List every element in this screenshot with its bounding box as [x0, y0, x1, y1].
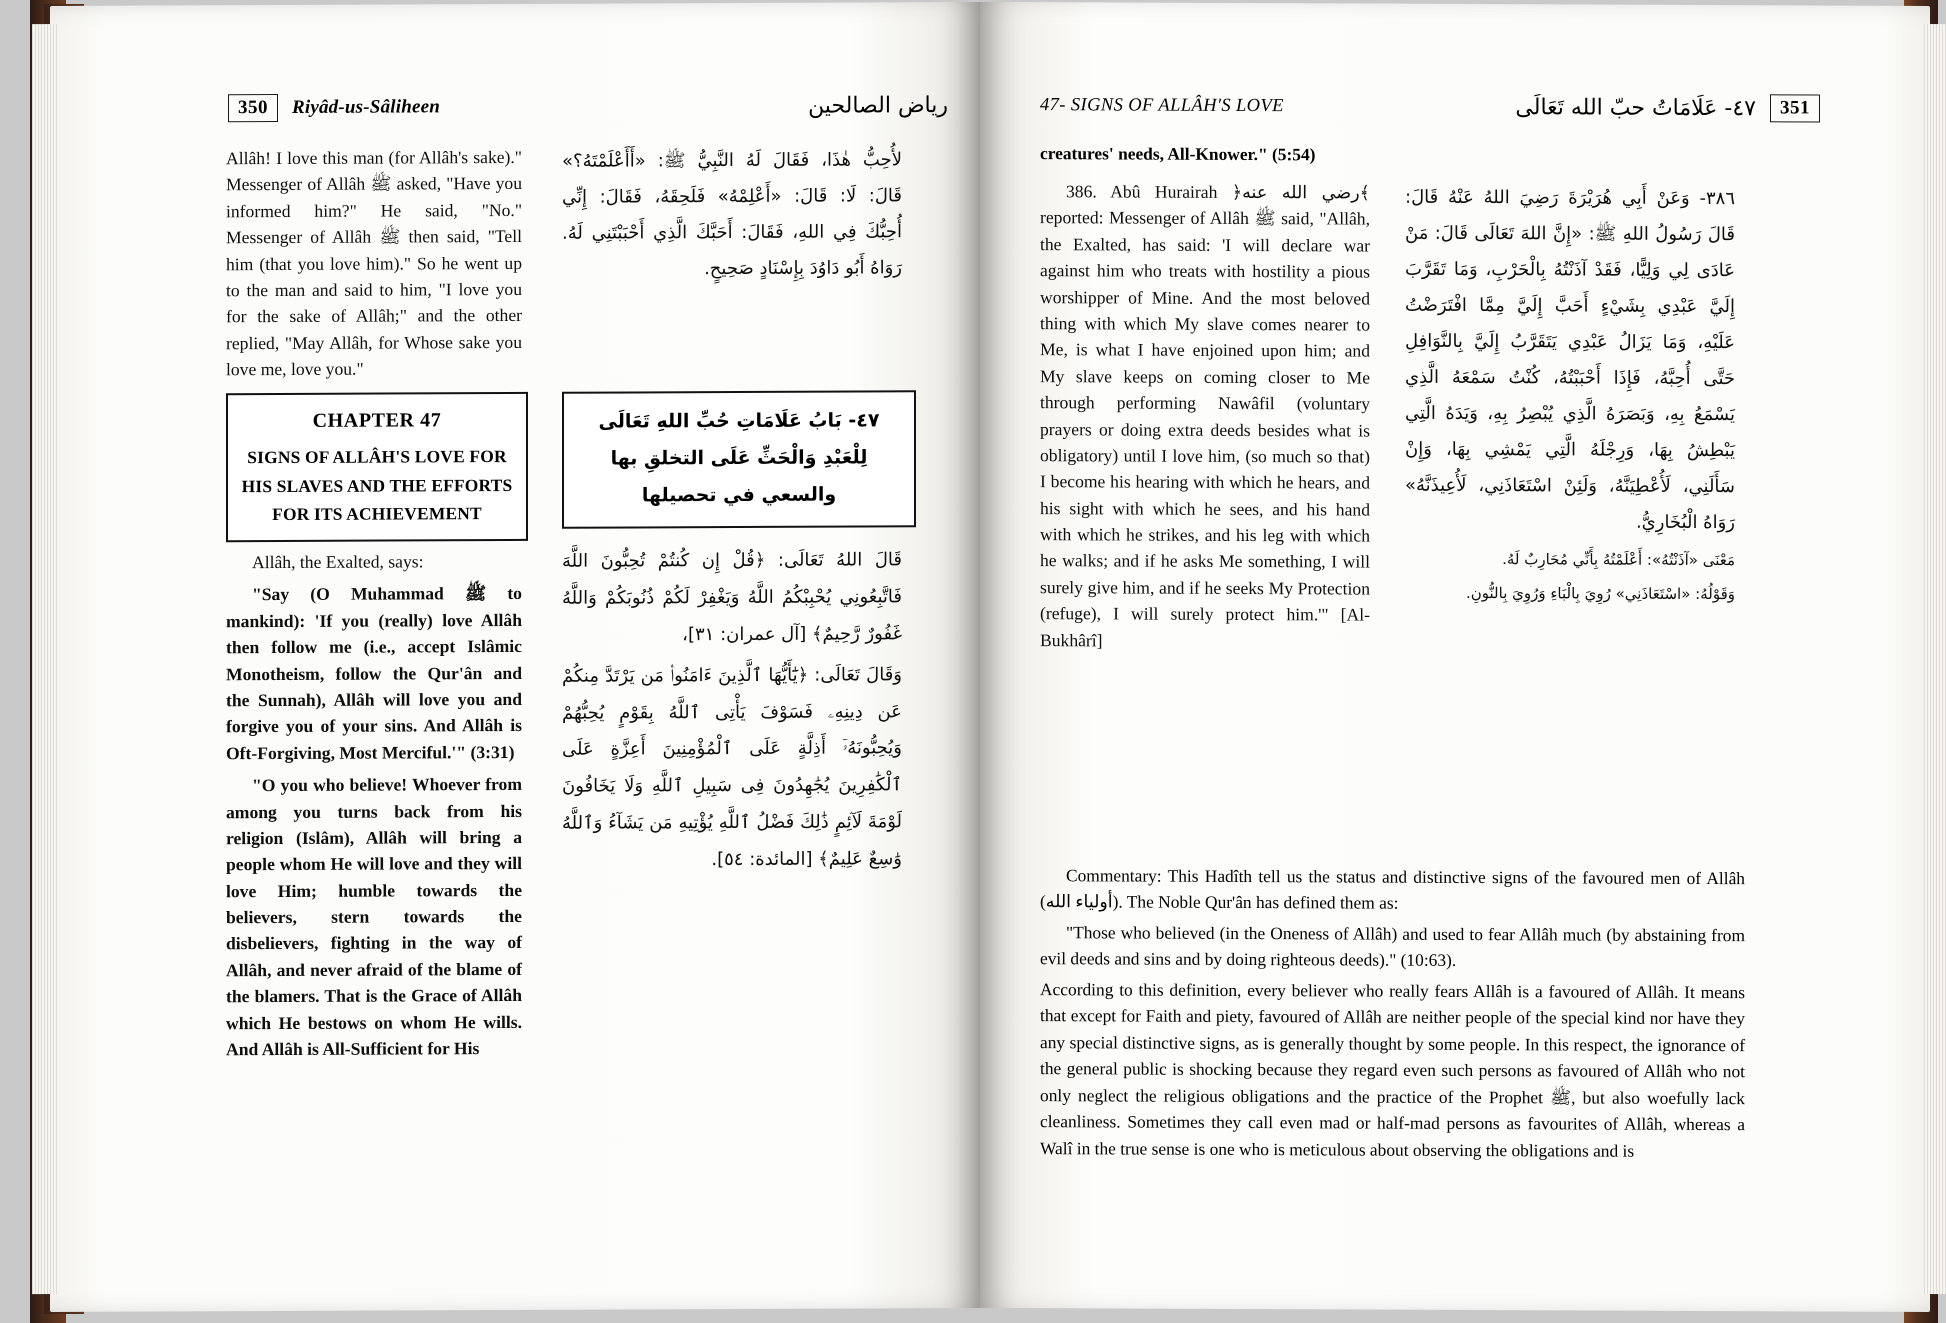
arabic-hadith-text: لأُحِبُّ هٰذَا، فَقَالَ لَهُ النَّبِيُّ ﷺ: «أَأَعْلَمْتَهُ؟» قَالَ: لَا: قَالَ: «أَعْلِمْهُ» فَلَحِقَهُ، فَقَالَ: إِنِّي أُحِبُّكَ فِي اللهِ، فَقَالَ: أَحَبَّكَ الَّذِي أَحْبَبْتَنِي لَهُ. رَوَاهُ أَبُو دَاوُدَ بِإِسْنَادٍ صَحِيحٍ.	[562, 149, 902, 280]
chapter-title-label: SIGNS OF ALLÂH'S LOVE FOR HIS SLAVES AND THE EFFORTS FOR ITS ACHIEVEMENT	[241, 446, 513, 524]
left-english-column-lower	[226, 548, 522, 1067]
arabic-note-2: وَقَوْلُهُ: «اسْتَعَاذَنِي» رُوِيَ بِالْبَاءِ وَرُوِيَ بِالنُّونِ.	[1466, 583, 1735, 604]
left-page	[50, 2, 980, 1312]
running-title-left: Riyâd-us-Sâliheen	[292, 96, 441, 118]
carryover-text: creatures' needs, All-Knower." (5:54)	[1040, 143, 1316, 165]
right-english-column	[1040, 178, 1370, 658]
left-arabic-column-lower	[562, 542, 902, 883]
quran-verse-3-31: "Say (O Muhammad ﷺ to mankind): 'If you (really) love Allâh then follow me (i.e., accept Islâmic Monotheism, follow the Qur'ân and the Sunnah), Allâh will love you and forgive you of your sins. And Allâh is Oft-Forgiving, Most Merciful.'" (3:31)	[226, 583, 522, 763]
chapter-title-arabic-line3: والسعي في تحصيلها	[641, 483, 837, 507]
page-number-right: 351	[1770, 94, 1820, 122]
quran-verse-5-54: "O you who believe! Whoever from among you turns back from his religion (Islâm), Allâh will bring a people whom He will love and they will love Him; humble towards the believers, stern towards the disbelievers, fighting in the way of Allâh, and never afraid of the blame of the blamers. That is the Grace of Allâh which He bestows on whom He wills. And Allâh is All-Sufficient for His	[226, 774, 522, 1060]
arabic-quran-verse-5-54: وَقَالَ تَعَالَى: ﴿يَٰٓأَيُّهَا ٱلَّذِينَ ءَامَنُوا۟ مَن يَرْتَدَّ مِنكُمْ عَن دِينِهِۦ فَسَوْفَ يَأْتِى ٱللَّهُ بِقَوْمٍ يُحِبُّهُمْ وَيُحِبُّونَهُۥٓ أَذِلَّةٍ عَلَى ٱلْمُؤْمِنِينَ أَعِزَّةٍ عَلَى ٱلْكَٰفِرِينَ يُجَٰهِدُونَ فِى سَبِيلِ ٱللَّهِ وَلَا يَخَافُونَ لَوْمَةَ لَآئِمٍ ذَٰلِكَ فَضْلُ ٱللَّهِ يُؤْتِيهِ مَن يَشَآءُ وَٱللَّهُ وَٰسِعٌ عَلِيمٌ﴾ [المائدة: ٥٤].	[562, 663, 902, 871]
carryover-line	[1040, 140, 1740, 174]
right-page-header	[1040, 88, 1820, 125]
chapter-number-label: CHAPTER 47	[312, 409, 442, 432]
arabic-note-1: مَعْنَى «آذَنْتُهُ»: أَعْلَمْتُهُ بِأَنِّي مُحَارِبٌ لَهُ.	[1502, 550, 1735, 570]
running-title-arabic-left: رياض الصالحين	[808, 92, 948, 119]
hadith-386-arabic: ٣٨٦- وَعَنْ أَبِي هُرَيْرَةَ رَضِيَ اللهُ عَنْهُ قَالَ: قَالَ رَسُولُ اللهِ ﷺ: «إِنَّ اللهَ تَعَالَى قَالَ: مَنْ عَادَى لِي وَلِيًّا، فَقَدْ آذَنْتُهُ بِالْحَرْبِ، وَمَا تَقَرَّبَ إِلَيَّ عَبْدِي بِشَيْءٍ أَحَبَّ إِلَيَّ مِمَّا افْتَرَضْتُ عَلَيْهِ، وَمَا يَزَالُ عَبْدِي يَتَقَرَّبُ إِلَيَّ بِالنَّوَافِلِ حَتَّى أُحِبَّهُ، فَإِذَا أَحْبَبْتُهُ، كُنْتُ سَمْعَهُ الَّذِي يَسْمَعُ بِهِ، وَبَصَرَهُ الَّذِي يُبْصِرُ بِهِ، وَيَدَهُ الَّتِي يَبْطِشُ بِهَا، وَرِجْلَهُ الَّتِي يَمْشِي بِهَا، وَإِنْ سَأَلَنِي، لَأُعْطِيَنَّهُ، وَلَئِنْ اسْتَعَاذَنِي، لَأُعِيذَنَّهُ» رَوَاهُ الْبُخَارِيُّ.	[1405, 186, 1735, 534]
left-arabic-column	[562, 142, 902, 291]
right-arabic-column	[1405, 180, 1735, 613]
commentary-section	[1040, 862, 1745, 1168]
commentary-paragraph-2: According to this definition, every believer who really fears Allâh is a favoured of Allâh. It means that except for Faith and piety, favoured of Allâh are neither people of the special kind nor have they any special distinctive signs, as is generally thought by some people. In this respect, the ignorance of the general public is shocking because they regard even such persons as favoured of Allâh who not only neglect the religious obligations and the practice of the Prophet ﷺ, but also woefully lack cleanliness. Sometimes they call even mad or half-mad persons as favourites of Allâh, whereas a Walî in the true sense is one who is meticulous about observing the obligations and is	[1040, 978, 1745, 1161]
chapter-heading-box-english	[226, 392, 528, 542]
right-page	[980, 2, 1930, 1312]
allah-says-intro: Allâh, the Exalted, says:	[252, 551, 424, 573]
page-number-left: 350	[228, 94, 278, 122]
chapter-heading-box-arabic	[562, 390, 916, 529]
left-english-column	[226, 144, 522, 417]
running-title-arabic-right: ٤٧- عَلَامَاتُ حبّ الله تَعَالَى	[1515, 94, 1756, 121]
arabic-quran-verse-3-31: قَالَ اللهُ تَعَالَى: ﴿قُلْ إِن كُنتُمْ تُحِبُّونَ اللَّهَ فَاتَّبِعُونِي يُحْبِبْكُمُ اللَّهُ وَيَغْفِرْ لَكُمْ ذُنُوبَكُمْ وَاللَّهُ غَفُورٌ رَّحِيمٌ﴾ [آل عمران: ٣١]،	[562, 549, 902, 646]
running-title-right: 47- SIGNS OF ALLÂH'S LOVE	[1040, 94, 1284, 116]
chapter-title-arabic-line1: ٤٧- بَابُ عَلَامَاتِ حُبِّ اللهِ تَعَالَى	[598, 409, 880, 433]
commentary-quote: "Those who believed (in the Oneness of Allâh) and used to fear Allâh much (by abstaining from evil deeds and sins and by doing righteous deeds)." (10:63).	[1040, 922, 1745, 971]
commentary-paragraph-1: Commentary: This Hadîth tell us the status and distinctive signs of the favoured men of Allâh (أولياء الله). The Noble Qur'ân has defined them as:	[1040, 865, 1745, 914]
hadith-386-english: 386. Abû Hurairah ﴿رضي الله عنه﴾ reported: Messenger of Allâh ﷺ said, "Allâh, the Exalted, has said: 'I will declare war against him who treats with hostility a pious worshipper of Mine. And the most beloved thing with which My slave comes nearer to Me, is what I have enjoined upon him; and My slave keeps on coming closer to Me through performing Nawâfil (voluntary prayers or doing extra deeds besides what is obligatory) until I love him, (so much so that) I become his hearing with which he hears, and his sight with which he sees, and his hand with which he strikes, and his leg with which he walks; and if he asks Me something, I will surely give him, and if he seeks My Protection (refuge), I will surely protect him.'" [Al-Bukhârî]	[1040, 181, 1370, 651]
hadith-text-continuation: Allâh! I love this man (for Allâh's sake)." Messenger of Allâh ﷺ asked, "Have you informed him?" He said, "No." Messenger of Allâh ﷺ then said, "Tell him (that you love him)." So he went up to the man and said to him, "I love you for the sake of Allâh;" and the other replied, "May Allâh, for Whose sake you love me, love you."	[226, 146, 522, 380]
left-page-header	[228, 88, 948, 125]
chapter-title-arabic-line2: لِلْعَبْدِ وَالْحَثِّ عَلَى التخلقِ بها	[610, 446, 868, 470]
page-spread	[50, 6, 1930, 1312]
